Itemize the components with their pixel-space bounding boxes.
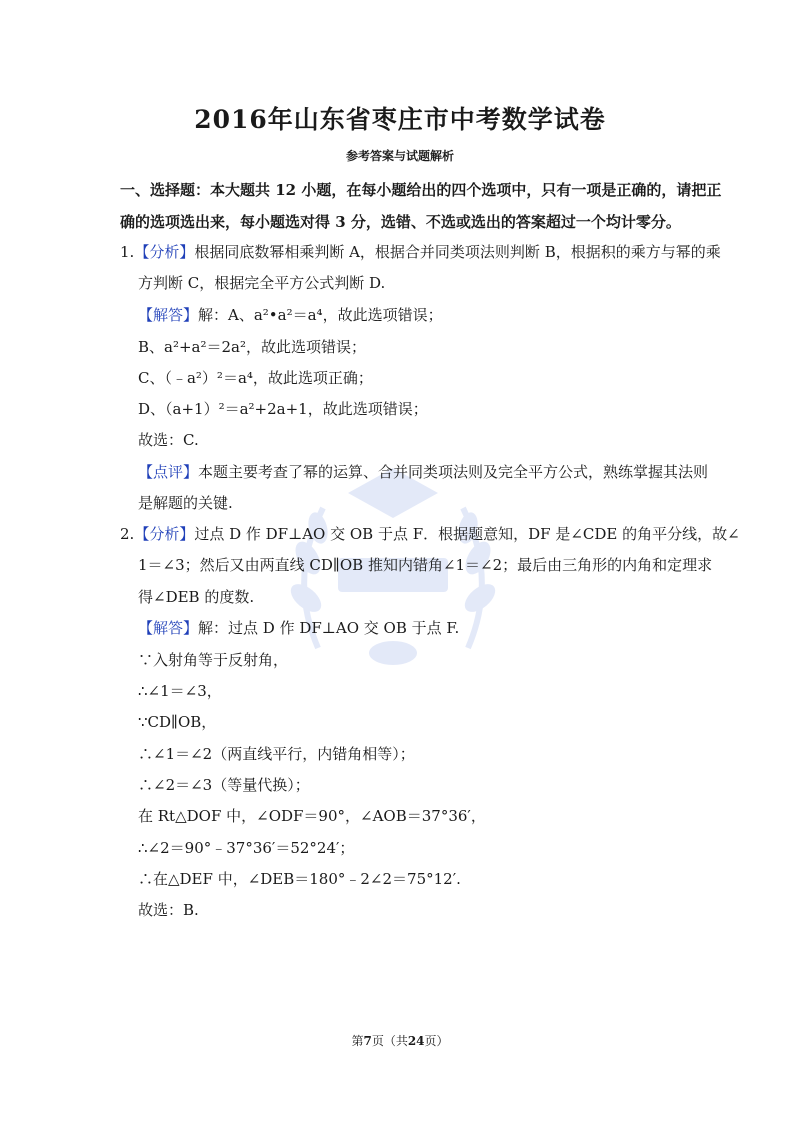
footer-prefix: 第 bbox=[351, 1034, 364, 1048]
q1-option-b: B、a²+a²＝2a²，故此选项错误； bbox=[138, 338, 367, 356]
q2-analysis-tag: 【分析】 bbox=[134, 525, 195, 543]
q2-step-8: ∴在△DEF 中，∠DEB＝180°﹣2∠2＝75°12′. bbox=[138, 870, 461, 888]
footer-suffix: 页） bbox=[424, 1034, 449, 1048]
q1-analysis-text-1: 根据同底数幂相乘判断 A，根据合并同类项法则判断 B，根据积的乘方与幂的乘 bbox=[194, 243, 721, 261]
q1-option-d: D、（a+1）²＝a²+2a+1，故此选项错误； bbox=[138, 400, 428, 418]
q1-analysis-line-2: 方判断 C，根据完全平方公式判断 D. bbox=[138, 274, 386, 292]
q2-step-5: ∴∠2＝∠3（等量代换）； bbox=[138, 776, 310, 794]
q1-analysis-tag: 【分析】 bbox=[134, 243, 195, 261]
q2-step-7: ∴∠2＝90°﹣37°36′＝52°24′； bbox=[138, 839, 355, 857]
q2-analysis-line-3: 得∠DEB 的度数. bbox=[138, 588, 255, 606]
page-footer bbox=[0, 1032, 800, 1049]
q1-comment-line-1 bbox=[138, 462, 708, 482]
section-heading-line-1: 一、选择题：本大题共 12 小题，在每小题给出的四个选项中，只有一项是正确的，请把正 bbox=[120, 181, 722, 199]
footer-middle: 页（共 bbox=[371, 1034, 408, 1048]
q1-comment-line-2: 是解题的关键. bbox=[138, 494, 233, 512]
q1-answer-tag: 【解答】 bbox=[138, 306, 199, 324]
q2-step-4: ∴∠1＝∠2（两直线平行，内错角相等）； bbox=[138, 745, 415, 763]
q2-step-2: ∴∠1＝∠3， bbox=[138, 682, 222, 700]
q2-answer-text-1: 解：过点 D 作 DF⊥AO 交 OB 于点 F. bbox=[198, 619, 460, 637]
q2-answer-tag: 【解答】 bbox=[138, 619, 199, 637]
q2-analysis-line-1 bbox=[120, 524, 740, 544]
q2-choice: 故选：B. bbox=[138, 901, 199, 919]
q1-comment-tag: 【点评】 bbox=[138, 463, 199, 481]
q2-step-3: ∵CD∥OB， bbox=[138, 713, 217, 731]
q1-comment-text-1: 本题主要考查了幂的运算、合并同类项法则及完全平方公式，熟练掌握其法则 bbox=[198, 463, 709, 481]
footer-page-number: 7 bbox=[363, 1034, 372, 1048]
document-subtitle: 参考答案与试题解析 bbox=[345, 149, 454, 163]
q2-step-6: 在 Rt△DOF 中，∠ODF＝90°，∠AOB＝37°36′， bbox=[138, 807, 486, 825]
q1-answer-line-1 bbox=[138, 305, 443, 325]
q1-choice: 故选：C. bbox=[138, 431, 199, 449]
q1-option-c: C、（﹣a²）²＝a⁴，故此选项正确； bbox=[138, 369, 373, 387]
q2-answer-line-1 bbox=[138, 618, 459, 638]
q1-answer-text-1: 解：A、a²•a²＝a⁴，故此选项错误； bbox=[198, 306, 443, 324]
q2-step-1: ∵入射角等于反射角， bbox=[138, 651, 289, 669]
q1-analysis-line-1 bbox=[120, 242, 721, 262]
q1-number: 1. bbox=[120, 243, 135, 261]
q2-number: 2. bbox=[120, 525, 135, 543]
document-title: 2016年山东省枣庄市中考数学试卷 bbox=[194, 105, 606, 134]
footer-total-pages: 24 bbox=[407, 1034, 425, 1048]
q2-analysis-line-2: 1＝∠3；然后又由两直线 CD∥OB 推知内错角∠1＝∠2；最后由三角形的内角和定理求 bbox=[138, 556, 713, 574]
section-heading-line-2: 确的选项选出来，每小题选对得 3 分，选错、不选或选出的答案超过一个均计零分。 bbox=[120, 213, 681, 231]
q2-analysis-text-1: 过点 D 作 DF⊥AO 交 OB 于点 F．根据题意知，DF 是∠CDE 的角平分线，故∠ bbox=[194, 525, 740, 543]
